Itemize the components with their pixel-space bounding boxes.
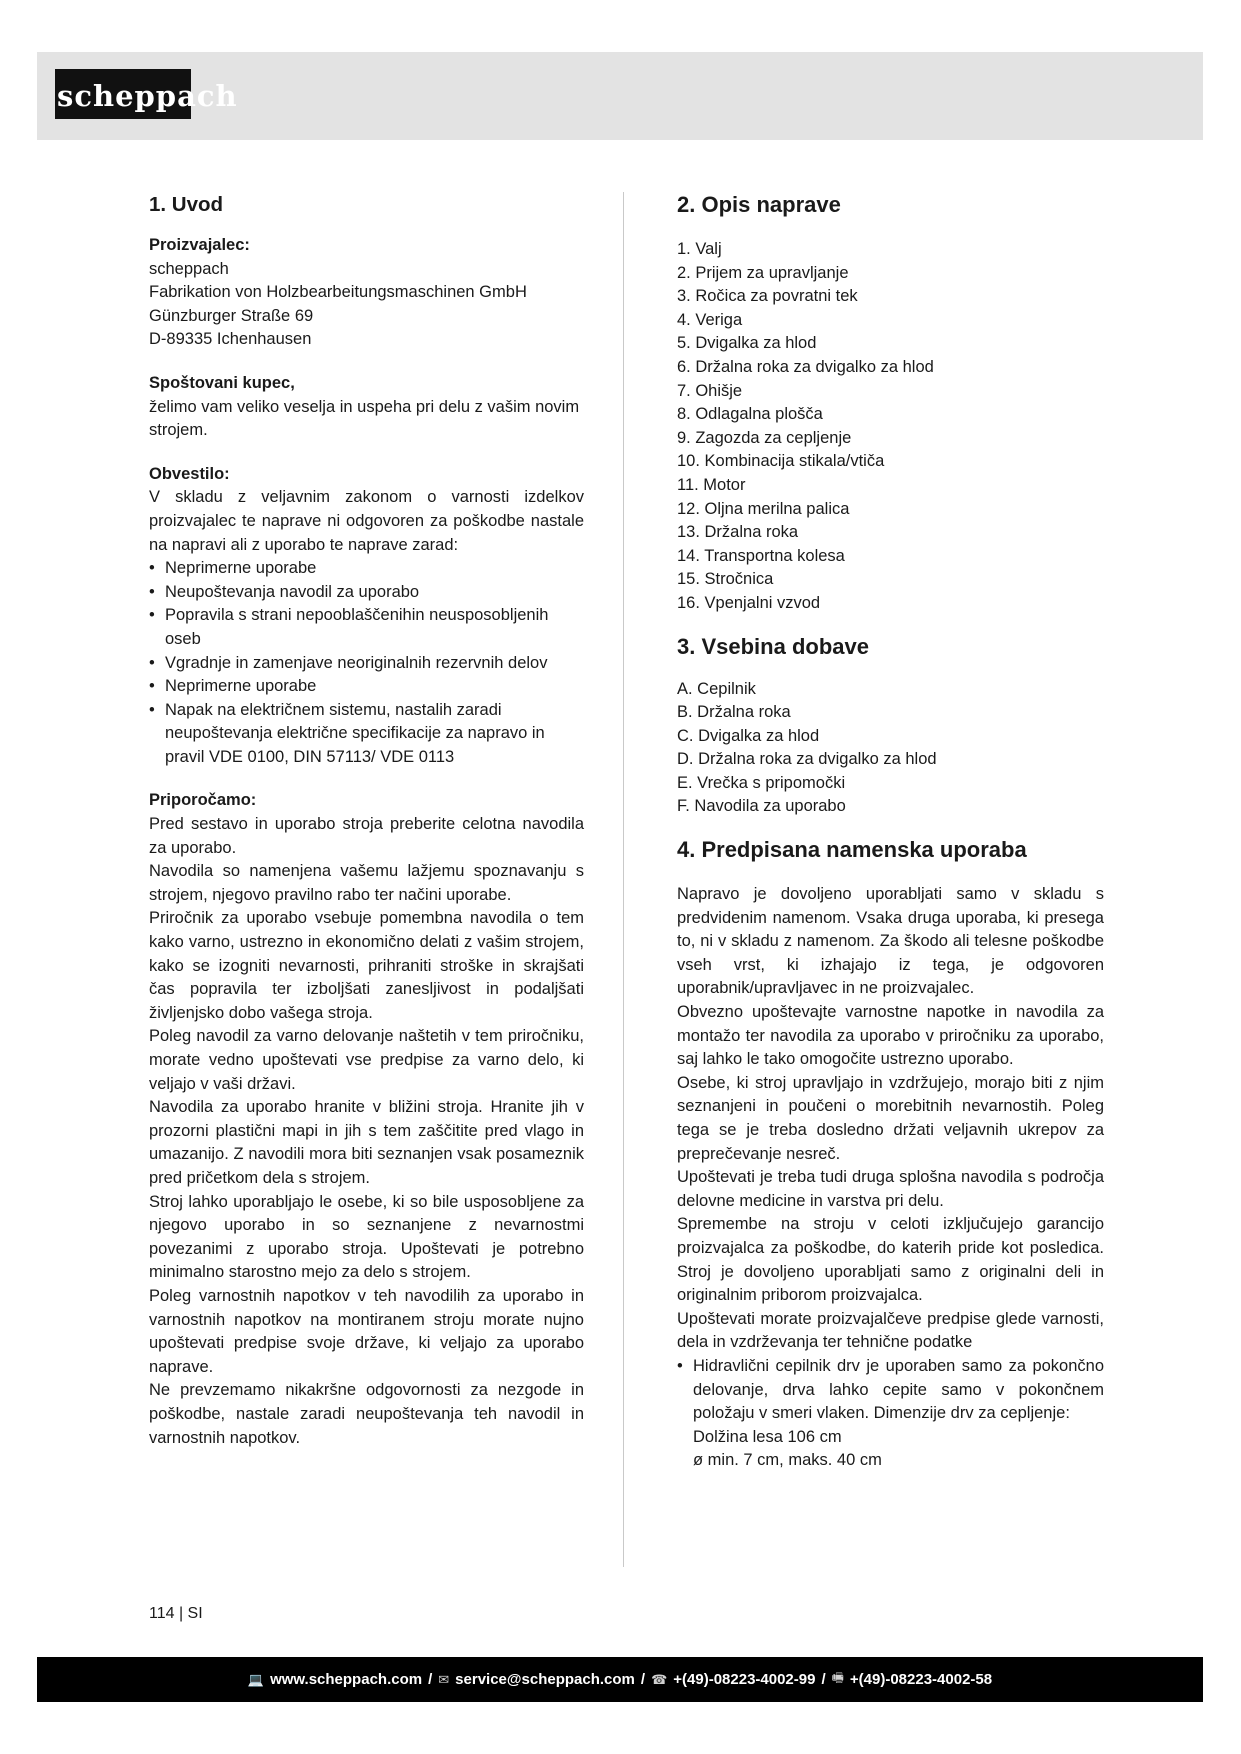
list-item: • Neprimerne uporabe [149,675,584,699]
manufacturer-line: Günzburger Straße 69 [149,306,314,325]
recommend-paragraph: Pred sestavo in uporabo stroja preberite celotna navodila za uporabo. [149,815,584,857]
recommend-paragraph: Poleg navodil za varno delovanje naštetih v tem priročniku, morate vedno upoštevati vse predpise za varno delo, ki veljajo v vaši državi. [149,1027,584,1093]
footer-email-link[interactable]: service@scheppach.com [455,1671,635,1688]
manufacturer-label: Proizvajalec: [149,236,250,254]
intended-use-paragraph: Upoštevati morate proizvajalčeve predpise glede varnosti, dela in vzdrževanja ter tehnične podatke [677,1309,1104,1352]
list-item: 15. Stročnica [677,570,774,589]
recommend-block [149,789,584,1450]
list-item: A. Cepilnik [677,679,756,698]
list-item: • Neupoštevanja navodil za uporabo [149,581,584,605]
list-item: 14. Transportna kolesa [677,546,845,565]
scheppach-logo: scheppach [55,69,191,119]
footer-bar [37,1657,1203,1702]
footer-separator: / [428,1671,433,1688]
list-item-line: Dolžina lesa 106 cm [693,1427,842,1446]
list-item-line: ø min. 7 cm, maks. 40 cm [693,1451,882,1470]
intended-use-list [677,1355,1104,1473]
mail-icon: ✉ [438,1671,450,1687]
intended-use-block [677,883,1104,1473]
list-item: 6. Držalna roka za dvigalko za hlod [677,357,934,376]
section-title-delivery: 3. Vsebina dobave [677,633,869,659]
intended-use-paragraph: Napravo je dovoljeno uporabljati samo v skladu s predvidenim namenom. Vsaka druga uporaba, ki presega to, ni v skladu z namenom. Za škodo ali telesne poškodbe vseh vrst, ki izhajajo iz tega, je odgovoren uporabnik/upravljavec in ne proizvajalec. [677,885,1104,998]
footer-separator: / [640,1671,646,1688]
section-title-description: 2. Opis naprave [677,192,841,217]
footer-phone: +(49)-08223-4002-99 [673,1671,816,1688]
manufacturer-line: Fabrikation von Holzbearbeitungsmaschinen GmbH [149,283,527,302]
left-column [149,190,584,1450]
manufacturer-line: scheppach [149,259,229,278]
computer-icon: 💻 [247,1671,265,1687]
recommend-paragraph: Poleg varnostnih napotkov v teh navodilih za uporabo in varnostnih napotkov na montiranem stroju morate nujno upoštevati predpise svoje države, ki veljajo za uporabo naprave. [149,1286,584,1376]
list-item: 3. Ročica za povratni tek [677,287,858,306]
manufacturer-line: D-89335 Ichenhausen [149,330,312,349]
list-item: C. Dvigalka za hlod [677,726,820,745]
list-item: 11. Motor [677,475,746,494]
greeting-label: Spoštovani kupec, [149,373,295,392]
device-parts-list [677,238,1104,616]
list-item: E. Vrečka s pripomočki [677,773,846,792]
recommend-paragraph: Navodila so namenjena vašemu lažjemu spoznavanju s strojem, njegovo pravilno rabo ter načini uporabe. [149,862,584,904]
greeting-block [149,372,584,443]
list-item: 16. Vpenjalni vzvod [677,593,821,612]
list-item: 13. Držalna roka [677,523,799,542]
list-item: 8. Odlagalna plošča [677,405,823,424]
recommend-paragraph: Ne prevzemamo nikakršne odgovornosti za nezgode in poškodbe, nastale zaradi neupoštevanja teh navodil in varnostnih napotkov. [149,1381,584,1447]
list-item: 2. Prijem za upravljanje [677,263,849,282]
delivery-list [677,678,1104,820]
list-item: 4. Veriga [677,310,743,329]
greeting-text: želimo vam veliko veselja in uspeha pri delu z vašim novim strojem. [149,397,580,440]
phone-icon: ☎ [651,1671,668,1687]
list-item: 7. Ohišje [677,381,743,400]
list-item: • Napak na električnem sistemu, nastalih zaradi neupoštevanja električne specifikacije za napravo in pravil VDE 0100, DIN 57113/ VDE 0113 [149,699,584,770]
section-title-intro: 1. Uvod [149,193,224,216]
fax-icon: 🖷 [831,1669,844,1685]
footer-separator: / [821,1671,826,1688]
column-divider [623,192,624,1567]
list-item: D. Držalna roka za dvigalko za hlod [677,750,937,769]
list-item: • Vgradnje in zamenjave neoriginalnih rezervnih delov [149,652,584,676]
notice-block [149,463,584,770]
list-item: 9. Zagozda za cepljenje [677,428,852,447]
notice-label: Obvestilo: [149,464,230,483]
notice-list [149,557,584,769]
recommend-paragraph: Stroj lahko uporabljajo le osebe, ki so bile usposobljene za njegovo uporabo in so seznanjene z nevarnostmi povezanimi z uporabo stroja. Upoštevati je potrebno minimalno starostno mejo za delo s strojem. [149,1192,584,1282]
list-item: F. Navodila za uporabo [677,797,846,816]
list-item-text: • Hidravlični cepilnik drv je uporaben samo za pokončno delovanje, drva lahko cepite samo v pokončnem položaju v smeri vlaken. Dimenzije drv za cepljenje: [693,1356,1104,1423]
list-item: 1. Valj [677,240,722,258]
notice-text: V skladu z veljavnim zakonom o varnosti izdelkov proizvajalec te naprave ni odgovoren za poškodbe nastale na napravi ali z uporabo te naprave zarad: [149,488,584,554]
page-number: 114 | SI [149,1605,203,1622]
intended-use-paragraph: Osebe, ki stroj upravljajo in vzdržujejo, morajo biti z njim seznanjeni in poučeni o morebitnih nevarnostih. Poleg tega se je treba dosledno držati veljavnih ukrepov za preprečevanje nesreč. [677,1073,1104,1163]
list-item: • Neprimerne uporabe [149,557,584,581]
section-title-intended-use: 4. Predpisana namenska uporaba [677,837,1027,863]
intended-use-paragraph: Spremembe na stroju v celoti izključujejo garancijo proizvajalca za poškodbe, do katerih pride kot posledica. Stroj je dovoljeno uporabljati samo z originalni deli in originalnim priborom proizvajalca. [677,1215,1104,1305]
list-item: 5. Dvigalka za hlod [677,334,817,353]
right-column [677,190,1104,1473]
intended-use-paragraph: Obvezno upoštevajte varnostne napotke in navodila za montažo ter navodila za uporabo v priročniku za uporabo, saj lahko le tako omogočite ustrezno uporabo. [677,1003,1104,1069]
list-item: • Popravila s strani nepooblaščenihin neusposobljenih oseb [149,604,584,651]
list-item [677,1355,1104,1473]
list-item: 10. Kombinacija stikala/vtiča [677,452,885,471]
footer-fax: +(49)-08223-4002-58 [849,1671,993,1688]
footer-website-link[interactable]: www.scheppach.com [270,1671,423,1688]
list-item: B. Držalna roka [677,703,791,722]
recommend-paragraph: Navodila za uporabo hranite v bližini stroja. Hranite jih v prozorni plastični mapi in jih s tem zaščitite pred vlago in umazanijo. Z navodili mora biti seznanjen vsak posameznik pred pričetkom dela s strojem. [149,1098,584,1187]
manufacturer-block [149,234,584,352]
recommend-label: Priporočamo: [149,791,257,810]
list-item: 12. Oljna merilna palica [677,499,850,518]
intended-use-paragraph: Upoštevati je treba tudi druga splošna navodila s področja delovne medicine in varstva pri delu. [677,1168,1104,1210]
recommend-paragraph: Priročnik za uporabo vsebuje pomembna navodila o tem kako varno, ustrezno in ekonomično delati z vašim strojem, kako se izogniti nevarnosti, prihraniti stroške in skrajšati čas popravila ter izboljšati zanesljivost in podaljšati življenjsko dobo vašega stroja. [149,909,584,1022]
